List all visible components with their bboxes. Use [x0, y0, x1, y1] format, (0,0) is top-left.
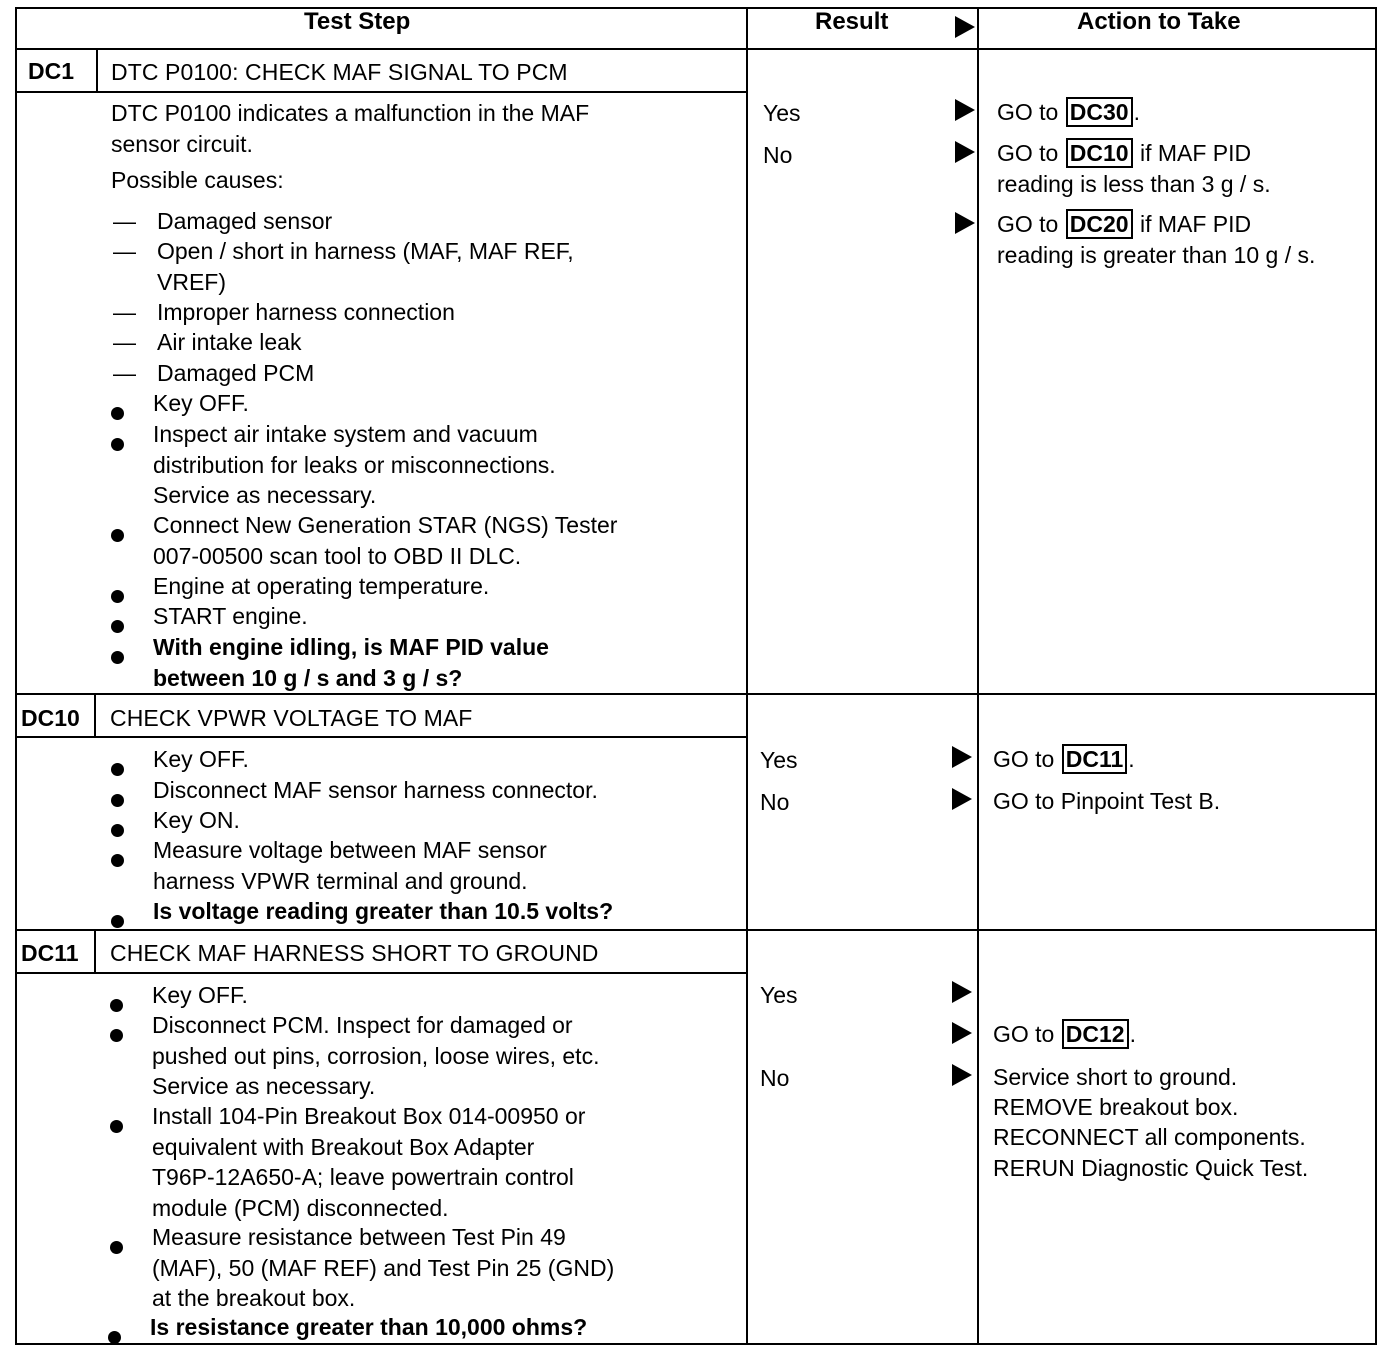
question-text: With engine idling, is MAF PID value — [153, 634, 549, 660]
arrow-icon — [955, 212, 975, 234]
bullet-text: Measure voltage between MAF sensor — [153, 837, 547, 863]
step-ref-link[interactable]: DC30 — [1066, 97, 1133, 127]
bullet-text: (MAF), 50 (MAF REF) and Test Pin 25 (GND) — [152, 1254, 615, 1281]
bullet-icon — [110, 1241, 123, 1254]
step-title: CHECK VPWR VOLTAGE TO MAF — [110, 705, 473, 731]
action-line: REMOVE breakout box. — [993, 1094, 1239, 1120]
header-test-step: Test Step — [304, 8, 411, 35]
action-text: GO to — [997, 211, 1059, 237]
result-no: No — [760, 789, 790, 815]
action-text: . — [1133, 99, 1140, 125]
step-ref-link[interactable]: DC10 — [1066, 138, 1133, 168]
arrow-icon — [952, 788, 972, 810]
bullet-icon — [108, 1331, 121, 1344]
bullet-text: Key ON. — [153, 807, 240, 833]
bullet-text: Service as necessary. — [152, 1073, 376, 1099]
bullet-text: Install 104-Pin Breakout Box 014-00950 or — [152, 1103, 586, 1129]
question-text: between 10 g / s and 3 g / s? — [153, 664, 463, 691]
arrow-icon — [952, 1064, 972, 1086]
bullet-icon — [111, 529, 124, 542]
action-text: if MAF PID — [1139, 211, 1252, 237]
bullet-text: START engine. — [153, 603, 308, 629]
result-no: No — [760, 1065, 790, 1091]
action-text: . — [1129, 1021, 1136, 1047]
dash-icon: — — [113, 299, 136, 325]
step-id: DC10 — [21, 705, 80, 731]
id-divider-dc11 — [94, 929, 96, 973]
action-text: . — [1128, 746, 1135, 772]
question-text: Is resistance greater than 10,000 ohms? — [150, 1314, 588, 1340]
question-text: Is voltage reading greater than 10.5 volts? — [153, 898, 614, 924]
bullet-text: Disconnect MAF sensor harness connector. — [153, 777, 598, 803]
result-yes: Yes — [760, 982, 798, 1008]
action-text: GO to — [997, 99, 1059, 125]
bullet-icon — [111, 824, 124, 837]
arrow-icon — [952, 746, 972, 768]
title-divider-dc10 — [15, 736, 748, 738]
step-ref-link[interactable]: DC12 — [1062, 1019, 1129, 1049]
bullet-text: Connect New Generation STAR (NGS) Tester — [153, 512, 618, 538]
cause-text: Damaged PCM — [157, 360, 315, 386]
bullet-text: T96P-12A650-A; leave powertrain control — [152, 1164, 574, 1190]
bullet-text: Inspect air intake system and vacuum — [153, 421, 538, 447]
arrow-icon — [955, 99, 975, 121]
dash-icon: — — [113, 360, 136, 386]
bullet-icon — [111, 794, 124, 807]
cause-text: VREF) — [157, 268, 226, 295]
dash-icon: — — [113, 208, 136, 234]
cause-text: Air intake leak — [157, 329, 302, 355]
bullet-icon — [111, 407, 124, 420]
bullet-text: Engine at operating temperature. — [153, 573, 490, 599]
bullet-text: module (PCM) disconnected. — [152, 1194, 449, 1221]
bullet-icon — [110, 1029, 123, 1042]
step-ref-link[interactable]: DC11 — [1062, 744, 1128, 774]
result-yes: Yes — [763, 100, 801, 126]
step-id: DC11 — [21, 940, 79, 966]
cause-text: Improper harness connection — [157, 299, 455, 325]
bullet-icon — [110, 1120, 123, 1133]
step-ref-link[interactable]: DC20 — [1066, 209, 1133, 239]
bullet-icon — [111, 590, 124, 603]
bullet-icon — [111, 915, 124, 928]
arrow-icon — [952, 1022, 972, 1044]
cause-text: Open / short in harness (MAF, MAF REF, — [157, 238, 574, 264]
action-text: GO to — [993, 746, 1055, 772]
step-title: CHECK MAF HARNESS SHORT TO GROUND — [110, 940, 599, 966]
bullet-text: distribution for leaks or misconnections. — [153, 451, 556, 478]
id-divider-dc10 — [94, 693, 96, 737]
bullet-icon — [111, 854, 124, 867]
arrow-icon — [952, 981, 972, 1003]
action-line — [993, 1019, 1136, 1050]
column-divider-action — [977, 7, 979, 1345]
action-line: GO to Pinpoint Test B. — [993, 788, 1221, 814]
action-line: RERUN Diagnostic Quick Test. — [993, 1155, 1309, 1181]
action-line: RECONNECT all components. — [993, 1124, 1306, 1150]
bullet-text: harness VPWR terminal and ground. — [153, 867, 528, 894]
title-divider-dc11 — [15, 972, 748, 974]
action-text: GO to — [997, 140, 1059, 166]
action-text: GO to — [993, 1021, 1055, 1047]
header-action: Action to Take — [1077, 8, 1241, 35]
id-divider-dc1 — [96, 48, 98, 92]
action-text: if MAF PID — [1139, 140, 1252, 166]
dash-icon: — — [113, 238, 136, 264]
intro-line: DTC P0100 indicates a malfunction in the MAF — [111, 100, 590, 126]
bullet-text: pushed out pins, corrosion, loose wires, etc. — [152, 1042, 600, 1069]
arrow-icon — [955, 141, 975, 163]
action-line — [997, 209, 1251, 240]
column-divider-result — [746, 7, 748, 1345]
dash-icon: — — [113, 329, 136, 355]
row-divider-dc11 — [15, 929, 1377, 931]
action-line: reading is greater than 10 g / s. — [997, 242, 1316, 268]
title-divider-dc1 — [15, 91, 748, 93]
result-yes: Yes — [760, 747, 798, 773]
header-result: Result — [815, 8, 889, 35]
bullet-icon — [111, 651, 124, 664]
action-line: reading is less than 3 g / s. — [997, 171, 1271, 197]
bullet-text: Key OFF. — [153, 746, 249, 772]
bullet-text: at the breakout box. — [152, 1285, 356, 1311]
causes-label: Possible causes: — [111, 167, 284, 193]
bullet-icon — [111, 763, 124, 776]
intro-line: sensor circuit. — [111, 131, 253, 157]
action-line: Service short to ground. — [993, 1064, 1238, 1090]
header-divider — [15, 48, 1377, 50]
action-line — [997, 138, 1251, 169]
bullet-text: Measure resistance between Test Pin 49 — [152, 1224, 566, 1250]
result-no: No — [763, 142, 793, 168]
action-line — [993, 744, 1135, 775]
action-line — [997, 97, 1140, 128]
row-divider-dc10 — [15, 693, 1377, 695]
bullet-icon — [111, 620, 124, 633]
bullet-icon — [111, 438, 124, 451]
cause-text: Damaged sensor — [157, 208, 333, 234]
bullet-text: 007-00500 scan tool to OBD II DLC. — [153, 542, 522, 569]
bullet-text: Service as necessary. — [153, 482, 377, 508]
step-title: DTC P0100: CHECK MAF SIGNAL TO PCM — [111, 59, 568, 85]
header-arrow-icon — [955, 16, 975, 38]
bullet-icon — [110, 999, 123, 1012]
bullet-text: Key OFF. — [152, 982, 248, 1008]
step-id: DC1 — [28, 58, 75, 84]
bullet-text: Key OFF. — [153, 390, 249, 416]
bullet-text: equivalent with Breakout Box Adapter — [152, 1133, 535, 1160]
bullet-text: Disconnect PCM. Inspect for damaged or — [152, 1012, 573, 1038]
